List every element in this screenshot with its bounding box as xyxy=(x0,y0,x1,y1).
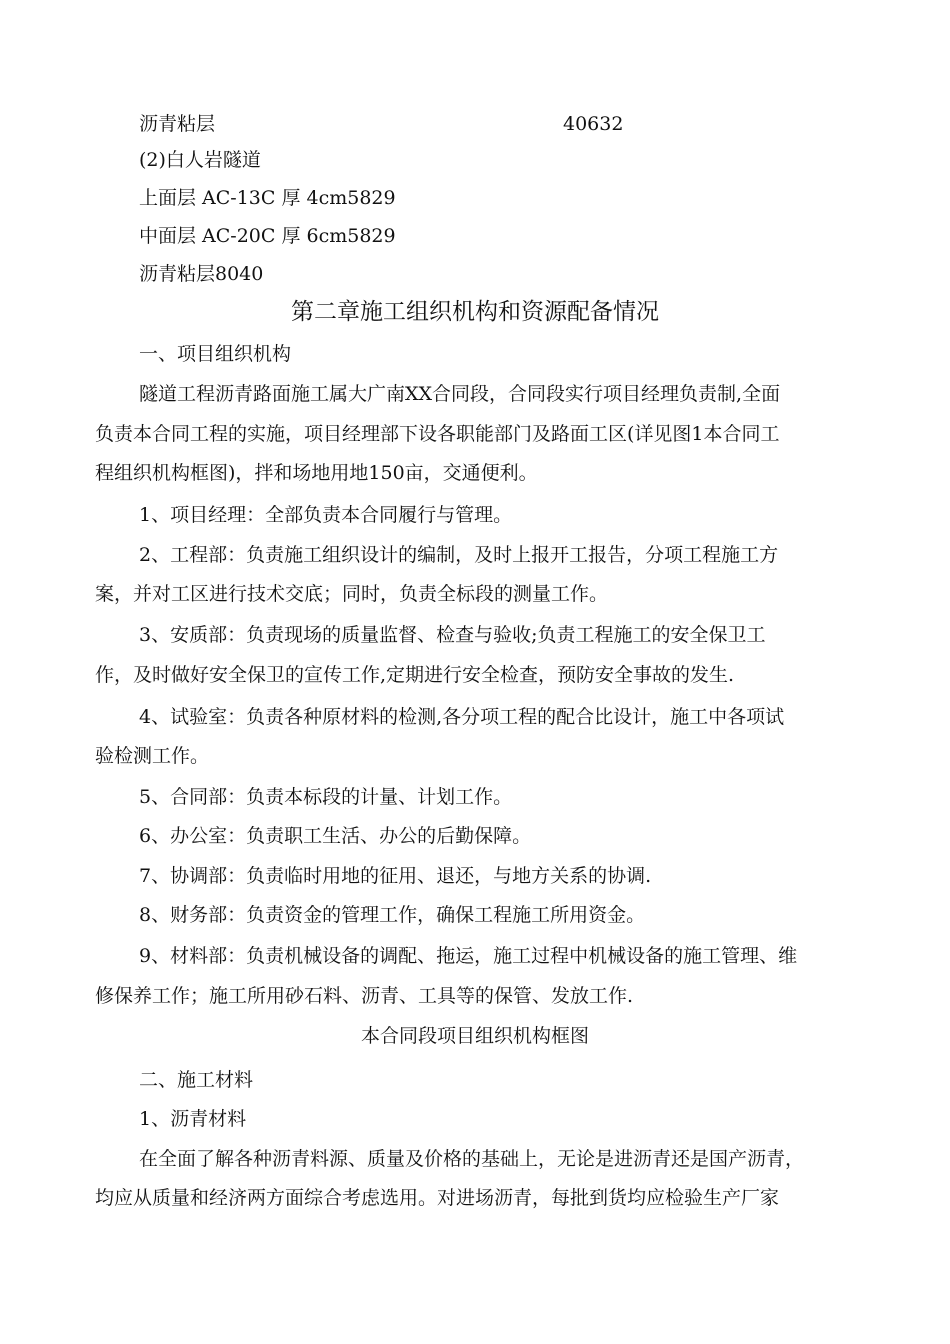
list-item: 6、办公室：负责职工生活、办公的后勤保障。 xyxy=(139,825,532,847)
list-item-continuation: 案，并对工区进行技术交底；同时，负责全标段的测量工作。 xyxy=(95,583,609,605)
paragraph-line: 均应从质量和经济两方面综合考虑选用。对进场沥青，每批到货均应检验生产厂家 xyxy=(95,1187,780,1209)
list-item: 3、安质部：负责现场的质量监督、检查与验收;负责工程施工的安全保卫工 xyxy=(139,624,766,646)
paragraph-line: 在全面了解各种沥青料源、质量及价格的基础上，无论是进沥青还是国产沥青， xyxy=(139,1148,805,1170)
list-item: 2、工程部：负责施工组织设计的编制，及时上报开工报告，分项工程施工方 xyxy=(139,544,779,566)
list-item-continuation: 修保养工作；施工所用砂石料、沥青、工具等的保管、发放工作. xyxy=(95,985,634,1007)
list-item: 1、项目经理：全部负责本合同履行与管理。 xyxy=(139,504,513,526)
table-row: 上面层 AC-13C 厚 4cm5829 xyxy=(139,187,396,209)
table-row-label: 沥青粘层 xyxy=(139,113,216,135)
list-item: 9、材料部：负责机械设备的调配、拖运，施工过程中机械设备的施工管理、维 xyxy=(139,945,798,967)
subsection-heading: 1、沥青材料 xyxy=(139,1108,247,1130)
chapter-title: 第二章施工组织机构和资源配备情况 xyxy=(291,299,659,325)
list-item: 7、协调部：负责临时用地的征用、退还，与地方关系的协调. xyxy=(139,865,652,887)
table-row: 沥青粘层8040 xyxy=(139,263,264,285)
table-row-value: 40632 xyxy=(563,113,624,135)
figure-caption: 本合同段项目组织机构框图 xyxy=(360,1025,589,1047)
paragraph-line: 隧道工程沥青路面施工属大广南XX合同段，合同段实行项目经理负责制,全面 xyxy=(139,383,781,405)
table-row: 中面层 AC-20C 厚 6cm5829 xyxy=(139,225,396,247)
list-item: 8、财务部：负责资金的管理工作，确保工程施工所用资金。 xyxy=(139,904,646,926)
paragraph-line: 负责本合同工程的实施，项目经理部下设各职能部门及路面工区(详见图1本合同工 xyxy=(95,423,780,445)
list-item: 4、试验室：负责各种原材料的检测,各分项工程的配合比设计，施工中各项试 xyxy=(139,706,785,728)
section-heading: 二、施工材料 xyxy=(139,1069,254,1091)
paragraph-line: 程组织机构框图)，拌和场地用地150亩，交通便利。 xyxy=(95,462,538,484)
list-item-continuation: 验检测工作。 xyxy=(95,745,210,767)
list-item-continuation: 作，及时做好安全保卫的宣传工作,定期进行安全检查，预防安全事故的发生. xyxy=(95,664,735,686)
section-heading: 一、项目组织机构 xyxy=(139,343,292,365)
tunnel-heading: (2)白人岩隧道 xyxy=(139,149,261,171)
list-item: 5、合同部：负责本标段的计量、计划工作。 xyxy=(139,786,513,808)
